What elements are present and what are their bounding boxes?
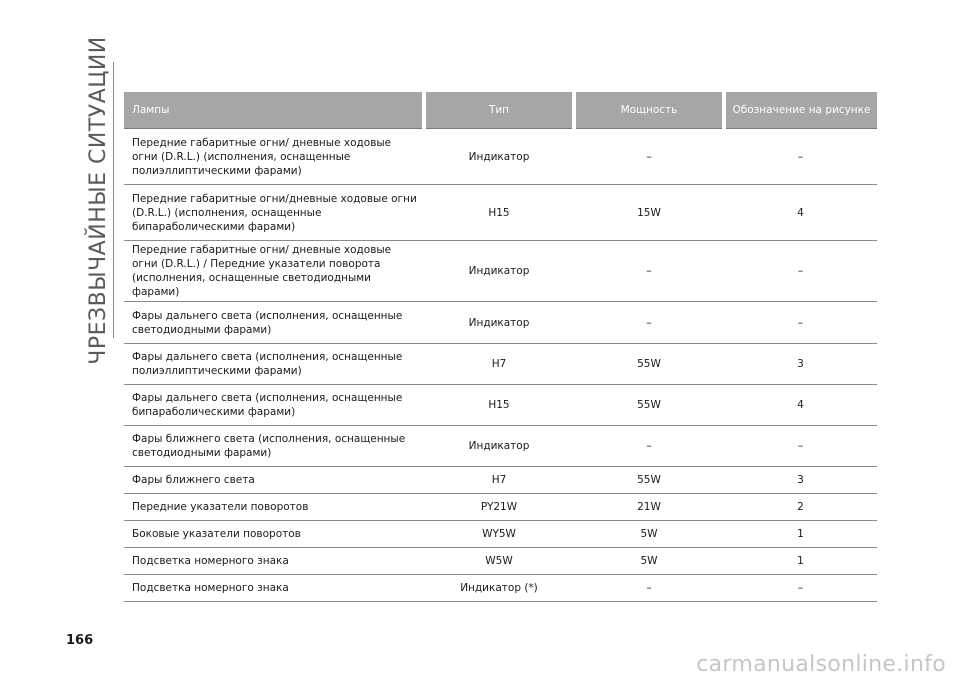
- type-cell: W5W: [424, 548, 574, 575]
- lamp-cell: Передние габаритные огни/ дневные ходовые огни (D.R.L.) (исполнения, оснащенные полиэллиптическими фарами): [124, 129, 424, 185]
- type-cell: Индикатор: [424, 241, 574, 302]
- power-cell: –: [574, 302, 724, 344]
- ref-cell: 1: [724, 548, 877, 575]
- table-row: [124, 575, 877, 602]
- lamp-cell: Фары дальнего света (исполнения, оснащенные светодиодными фарами): [124, 302, 424, 344]
- type-cell: H7: [424, 344, 574, 385]
- lamp-cell: Подсветка номерного знака: [124, 575, 424, 602]
- header-power: Мощность: [574, 92, 724, 129]
- header-type: Тип: [424, 92, 574, 129]
- page-number: 166: [66, 633, 94, 648]
- lamp-cell: Фары ближнего света: [124, 467, 424, 494]
- power-cell: 15W: [574, 185, 724, 241]
- type-cell: Индикатор: [424, 302, 574, 344]
- type-cell: H15: [424, 185, 574, 241]
- power-cell: 5W: [574, 548, 724, 575]
- table-row: [124, 344, 877, 385]
- table-row: [124, 241, 877, 302]
- section-title-text: ЧРЕЗВЫЧАЙНЫЕ СИТУАЦИИ: [85, 35, 111, 365]
- section-divider: [113, 62, 114, 338]
- lamp-cell: Фары дальнего света (исполнения, оснащенные бипараболическими фарами): [124, 385, 424, 426]
- section-title: [80, 35, 116, 365]
- table-header-row: [124, 92, 877, 129]
- lamp-cell: Боковые указатели поворотов: [124, 521, 424, 548]
- header-ref: Обозначение на рисунке: [724, 92, 877, 129]
- ref-cell: –: [724, 426, 877, 467]
- table-row: [124, 185, 877, 241]
- ref-cell: –: [724, 129, 877, 185]
- power-cell: –: [574, 575, 724, 602]
- table-row: [124, 302, 877, 344]
- power-cell: 55W: [574, 467, 724, 494]
- ref-cell: 4: [724, 185, 877, 241]
- lamp-cell: Фары дальнего света (исполнения, оснащенные полиэллиптическими фарами): [124, 344, 424, 385]
- ref-cell: 1: [724, 521, 877, 548]
- header-lamps: Лампы: [124, 92, 424, 129]
- lamp-cell: Фары ближнего света (исполнения, оснащенные светодиодными фарами): [124, 426, 424, 467]
- power-cell: 5W: [574, 521, 724, 548]
- type-cell: H15: [424, 385, 574, 426]
- lamp-cell: Передние габаритные огни/дневные ходовые огни (D.R.L.) (исполнения, оснащенные бипараболическими фарами): [124, 185, 424, 241]
- table-row: [124, 129, 877, 185]
- lamp-cell: Передние указатели поворотов: [124, 494, 424, 521]
- power-cell: –: [574, 241, 724, 302]
- power-cell: 55W: [574, 344, 724, 385]
- power-cell: –: [574, 129, 724, 185]
- power-cell: 21W: [574, 494, 724, 521]
- lamp-cell: Подсветка номерного знака: [124, 548, 424, 575]
- type-cell: Индикатор (*): [424, 575, 574, 602]
- table-row: [124, 426, 877, 467]
- type-cell: Индикатор: [424, 129, 574, 185]
- ref-cell: –: [724, 302, 877, 344]
- table-row: [124, 548, 877, 575]
- power-cell: –: [574, 426, 724, 467]
- type-cell: H7: [424, 467, 574, 494]
- bulb-table: [124, 92, 877, 602]
- ref-cell: 3: [724, 467, 877, 494]
- ref-cell: –: [724, 575, 877, 602]
- table-row: [124, 494, 877, 521]
- lamp-cell: Передние габаритные огни/ дневные ходовые огни (D.R.L.) / Передние указатели поворота (исполнения, оснащенные светодиодными фарами): [124, 241, 424, 302]
- power-cell: 55W: [574, 385, 724, 426]
- type-cell: WY5W: [424, 521, 574, 548]
- table-row: [124, 521, 877, 548]
- table-row: [124, 467, 877, 494]
- table-row: [124, 385, 877, 426]
- type-cell: Индикатор: [424, 426, 574, 467]
- ref-cell: 2: [724, 494, 877, 521]
- ref-cell: 3: [724, 344, 877, 385]
- type-cell: PY21W: [424, 494, 574, 521]
- watermark: carmanualsonline.info: [696, 652, 946, 677]
- ref-cell: –: [724, 241, 877, 302]
- ref-cell: 4: [724, 385, 877, 426]
